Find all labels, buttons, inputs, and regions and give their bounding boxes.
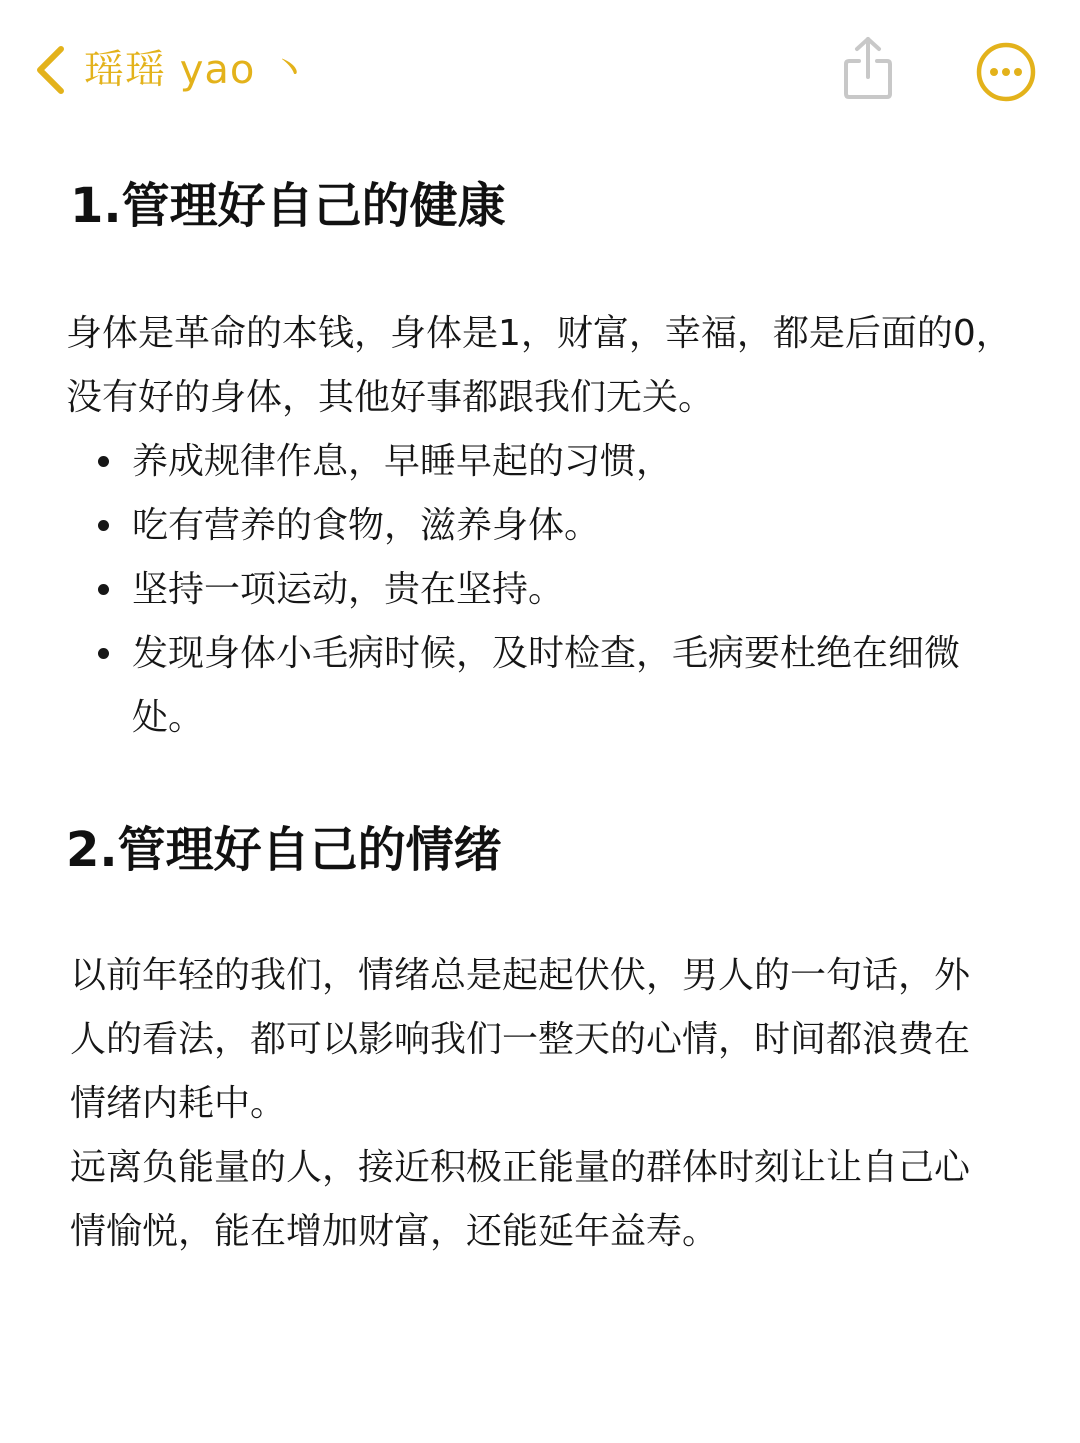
section-title: 1.管理好自己的健康: [70, 178, 506, 234]
chevron-left-icon: [33, 44, 67, 96]
more-icon: [975, 41, 1037, 103]
list-item: 坚持一项运动，贵在坚持。: [132, 558, 1022, 622]
section-paragraph: 以前年轻的我们，情绪总是起起伏伏，男人的一句话，外人的看法，都可以影响我们一整天的心情，时间都浪费在情绪内耗中。: [70, 955, 971, 1124]
share-icon: [842, 35, 894, 101]
back-button[interactable]: [26, 40, 74, 100]
more-button[interactable]: [974, 40, 1038, 104]
author-name[interactable]: 瑶瑶 yao 丶: [84, 47, 311, 93]
bullet-list: [132, 430, 1022, 750]
section-paragraph: 身体是革命的本钱，身体是1，财富，幸福，都是后面的0，没有好的身体，其他好事都跟我们无关。: [66, 313, 1012, 418]
list-item: 吃有营养的食物，滋养身体。: [132, 494, 1022, 558]
list-item: 发现身体小毛病时候，及时检查，毛病要杜绝在细微处。: [132, 622, 1022, 750]
section-paragraph: 远离负能量的人，接近积极正能量的群体时刻让让自己心情愉悦，能在增加财富，还能延年益寿。: [70, 1147, 971, 1252]
list-item: 养成规律作息，早睡早起的习惯，: [132, 430, 1022, 494]
navigation-bar: [0, 0, 1080, 140]
section-title: 2.管理好自己的情绪: [66, 822, 502, 878]
share-button[interactable]: [836, 32, 900, 104]
